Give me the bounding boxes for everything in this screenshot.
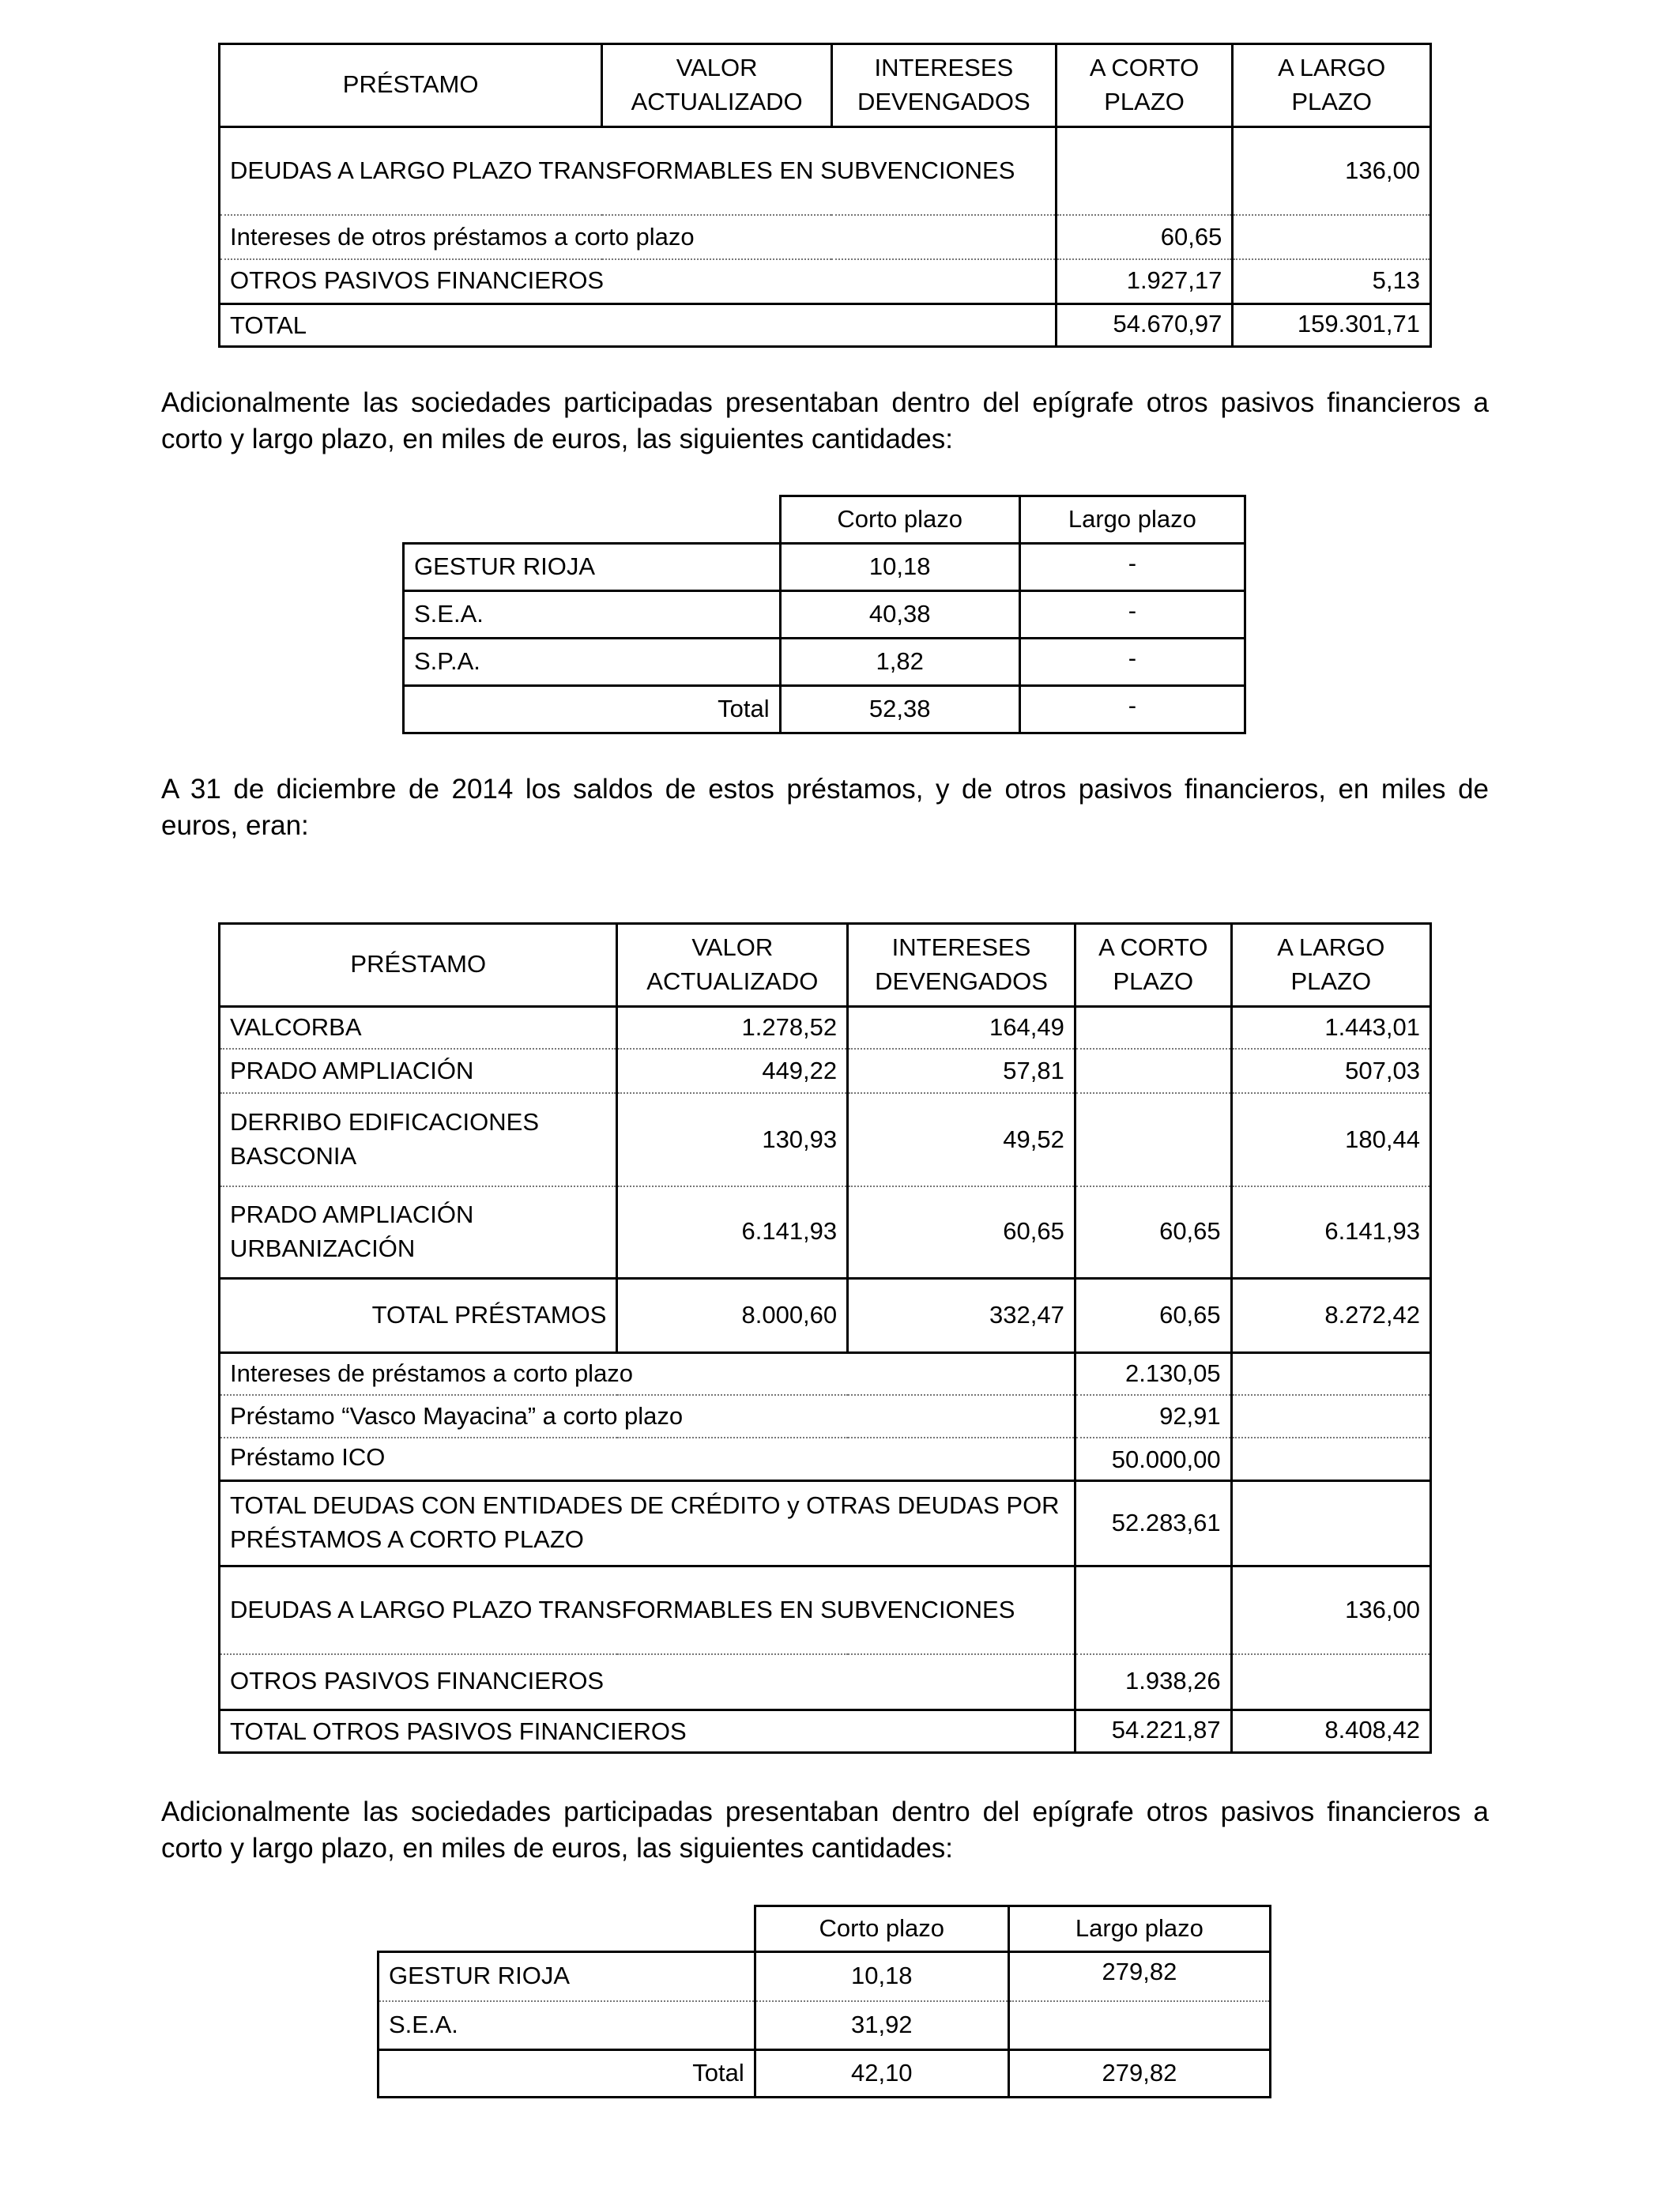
table-row: Préstamo “Vasco Mayacina” a corto plazo 92,91	[220, 1395, 1431, 1438]
table-total-row: TOTAL OTROS PASIVOS FINANCIEROS 54.221,87 8.408,42	[220, 1710, 1431, 1752]
table-row: VALCORBA 1.278,52 164,49 1.443,01	[220, 1006, 1431, 1049]
table-row: Préstamo ICO 50.000,00	[220, 1438, 1431, 1480]
table-row: GESTUR RIOJA 10,18 279,82	[379, 1952, 1271, 2001]
header-corto-plazo: Corto plazo	[780, 496, 1019, 544]
table-row: S.E.A. 40,38 -	[404, 591, 1245, 639]
table-loans-continuation	[218, 43, 1432, 348]
table-header-row	[404, 496, 1245, 544]
table-total-row: Total 42,10 279,82	[379, 2050, 1271, 2098]
table-row: GESTUR RIOJA 10,18 -	[404, 544, 1245, 591]
table-row: OTROS PASIVOS FINANCIEROS 1.938,26	[220, 1654, 1431, 1710]
table-header-row	[220, 44, 1431, 127]
table-row: Intereses de préstamos a corto plazo 2.130,05	[220, 1352, 1431, 1395]
header-largo-plazo: Largo plazo	[1008, 1906, 1270, 1952]
header-corto: A CORTO PLAZO	[1075, 924, 1231, 1007]
table-loans-2014	[218, 922, 1432, 1754]
header-largo: A LARGO PLAZO	[1233, 44, 1431, 127]
header-valor: VALOR ACTUALIZADO	[617, 924, 848, 1007]
table-row: DEUDAS A LARGO PLAZO TRANSFORMABLES EN SUBVENCIONES 136,00	[220, 1566, 1431, 1654]
table-header-row	[379, 1906, 1271, 1952]
paragraph-additional-1: Adicionalmente las sociedades participadas presentaban dentro del epígrafe otros pasivos financieros a corto y largo plazo, en miles de euros, las siguientes cantidades:	[161, 387, 1489, 454]
table-participadas-2014	[377, 1905, 1271, 2098]
header-intereses: INTERESES DEVENGADOS	[848, 924, 1075, 1007]
header-prestamo: PRÉSTAMO	[220, 44, 602, 127]
table-header-row	[220, 924, 1431, 1007]
table-row: Intereses de otros préstamos a corto plazo 60,65	[220, 215, 1431, 259]
table-total-row: Total 52,38 -	[404, 686, 1245, 733]
table-total-row: TOTAL 54.670,97 159.301,71	[220, 303, 1431, 346]
paragraph-saldos-2014: A 31 de diciembre de 2014 los saldos de estos préstamos, y de otros pasivos financieros, en miles de euros, eran:	[161, 774, 1489, 841]
header-corto: A CORTO PLAZO	[1056, 44, 1233, 127]
table-row: DERRIBO EDIFICACIONES BASCONIA 130,93 49,52 180,44	[220, 1093, 1431, 1186]
header-prestamo: PRÉSTAMO	[220, 924, 617, 1007]
table-row: OTROS PASIVOS FINANCIEROS 1.927,17 5,13	[220, 259, 1431, 303]
header-valor: VALOR ACTUALIZADO	[602, 44, 832, 127]
table-row: PRADO AMPLIACIÓN URBANIZACIÓN 6.141,93 60,65 60,65 6.141,93	[220, 1186, 1431, 1278]
table-row: DEUDAS A LARGO PLAZO TRANSFORMABLES EN SUBVENCIONES 136,00	[220, 126, 1431, 215]
table-subtotal-row: TOTAL PRÉSTAMOS 8.000,60 332,47 60,65 8.272,42	[220, 1278, 1431, 1352]
header-corto-plazo: Corto plazo	[755, 1906, 1008, 1952]
table-subtotal-row: TOTAL DEUDAS CON ENTIDADES DE CRÉDITO y OTRAS DEUDAS POR PRÉSTAMOS A CORTO PLAZO 52.283,61	[220, 1480, 1431, 1566]
table-row: S.P.A. 1,82 -	[404, 639, 1245, 686]
header-largo: A LARGO PLAZO	[1231, 924, 1430, 1007]
table-participadas-2015	[402, 495, 1246, 734]
table-row: PRADO AMPLIACIÓN 449,22 57,81 507,03	[220, 1049, 1431, 1093]
header-largo-plazo: Largo plazo	[1019, 496, 1245, 544]
paragraph-additional-2: Adicionalmente las sociedades participadas presentaban dentro del epígrafe otros pasivos financieros a corto y largo plazo, en miles de euros, las siguientes cantidades:	[161, 1796, 1489, 1864]
table-row: S.E.A. 31,92	[379, 2001, 1271, 2050]
header-intereses: INTERESES DEVENGADOS	[831, 44, 1056, 127]
